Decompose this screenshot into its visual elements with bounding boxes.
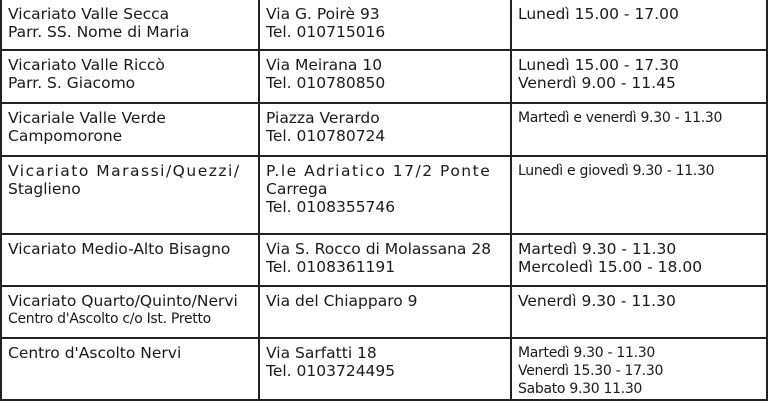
center-name: Vicariato Valle Secca xyxy=(8,5,170,23)
hours-line: Venerdì 9.30 - 11.30 xyxy=(518,292,676,310)
name-cell xyxy=(1,50,259,103)
center-name: Vicariato Valle Riccò xyxy=(8,56,165,74)
hours-line: Martedì 9.30 - 11.30 xyxy=(518,240,677,258)
hours-line: Venerdì 9.00 - 11.45 xyxy=(518,74,676,92)
table-row xyxy=(1,338,767,400)
phone-line: Tel. 010780724 xyxy=(266,127,386,145)
center-subname: Parr. SS. Nome di Maria xyxy=(8,23,190,41)
name-cell xyxy=(1,338,259,400)
address-cell xyxy=(259,234,511,286)
center-subname: Parr. S. Giacomo xyxy=(8,74,136,92)
address-cell xyxy=(259,156,511,234)
hours-cell xyxy=(511,103,767,156)
phone-line: Tel. 010715016 xyxy=(266,23,386,41)
address-line: P.le Adriatico 17/2 Ponte xyxy=(266,162,492,180)
phone-line: Tel. 0103724495 xyxy=(266,362,396,380)
address-line: Piazza Verardo xyxy=(266,109,380,127)
address-line: Carrega xyxy=(266,180,328,198)
table-row xyxy=(1,0,767,50)
hours-line: Lunedì 15.00 - 17.30 xyxy=(518,56,679,74)
hours-cell xyxy=(511,0,767,50)
address-line: Via S. Rocco di Molassana 28 xyxy=(266,240,492,258)
address-cell xyxy=(259,50,511,103)
center-subname: Campomorone xyxy=(8,127,123,145)
address-cell xyxy=(259,0,511,50)
phone-line: Tel. 0108361191 xyxy=(266,258,396,276)
center-subname: Staglieno xyxy=(8,180,81,198)
address-cell xyxy=(259,338,511,400)
center-name: Vicariato Medio-Alto Bisagno xyxy=(8,240,231,258)
center-name: Centro d'Ascolto Nervi xyxy=(8,344,182,362)
hours-line: Sabato 9.30 11.30 xyxy=(518,381,643,397)
hours-line: Martedì e venerdì 9.30 - 11.30 xyxy=(518,110,723,126)
name-cell xyxy=(1,0,259,50)
hours-cell xyxy=(511,338,767,400)
table-row xyxy=(1,50,767,103)
hours-line: Lunedì 15.00 - 17.00 xyxy=(518,5,679,23)
center-subname: Centro d'Ascolto c/o Ist. Pretto xyxy=(8,311,211,327)
table-row xyxy=(1,103,767,156)
phone-line: Tel. 0108355746 xyxy=(266,198,396,216)
address-cell xyxy=(259,103,511,156)
hours-line: Martedì 9.30 - 11.30 xyxy=(518,345,655,361)
address-line: Via Meirana 10 xyxy=(266,56,383,74)
address-line: Via del Chiapparo 9 xyxy=(266,292,418,310)
hours-cell xyxy=(511,50,767,103)
hours-line: Lunedì e giovedì 9.30 - 11.30 xyxy=(518,163,715,179)
address-line: Via G. Poirè 93 xyxy=(266,5,380,23)
center-name: Vicariale Valle Verde xyxy=(8,109,166,127)
hours-line: Mercoledì 15.00 - 18.00 xyxy=(518,258,703,276)
hours-cell xyxy=(511,286,767,338)
name-cell xyxy=(1,234,259,286)
table-row xyxy=(1,234,767,286)
address-line: Via Sarfatti 18 xyxy=(266,344,377,362)
hours-cell xyxy=(511,156,767,234)
address-cell xyxy=(259,286,511,338)
name-cell xyxy=(1,156,259,234)
hours-line: Venerdì 15.30 - 17.30 xyxy=(518,363,664,379)
center-name: Vicariato Quarto/Quinto/Nervi xyxy=(8,292,238,310)
name-cell xyxy=(1,286,259,338)
table-row xyxy=(1,156,767,234)
table-row xyxy=(1,286,767,338)
center-name: Vicariato Marassi/Quezzi/ xyxy=(8,162,241,180)
phone-line: Tel. 010780850 xyxy=(266,74,386,92)
name-cell xyxy=(1,103,259,156)
hours-cell xyxy=(511,234,767,286)
